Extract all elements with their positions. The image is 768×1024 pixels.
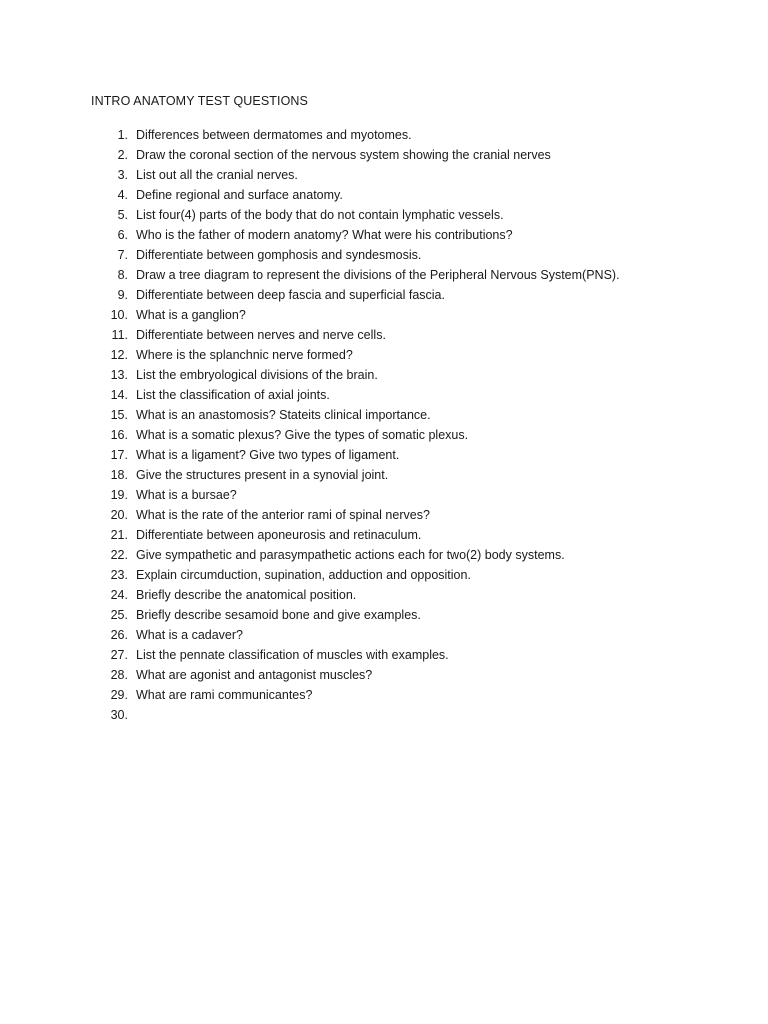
question-text: List the pennate classification of muscles with examples.: [136, 648, 449, 662]
question-number: 4.: [117, 188, 128, 202]
question-text: What is a ganglion?: [136, 308, 246, 322]
question-item-22: [91, 545, 711, 565]
question-item-17: [91, 445, 711, 465]
question-number: 11.: [111, 328, 128, 342]
question-item-28: [91, 665, 711, 685]
question-item-16: [91, 425, 711, 445]
question-item-23: [91, 565, 711, 585]
question-item-24: [91, 585, 711, 605]
question-text: Briefly describe sesamoid bone and give examples.: [136, 608, 421, 622]
question-number: 29.: [110, 688, 128, 702]
question-item-14: [91, 385, 711, 405]
question-text: What are rami communicantes?: [136, 688, 313, 702]
question-item-4: [91, 185, 711, 205]
question-number: 9.: [117, 288, 128, 302]
question-number: 20.: [110, 508, 128, 522]
question-number: 18.: [110, 468, 128, 482]
question-number: 15.: [110, 408, 128, 422]
question-number: 27.: [110, 648, 128, 662]
question-text: Give the structures present in a synovial joint.: [136, 468, 389, 482]
question-text: Differentiate between gomphosis and syndesmosis.: [136, 248, 422, 262]
question-item-30: [91, 705, 711, 725]
question-text: Differentiate between aponeurosis and retinaculum.: [136, 528, 422, 542]
question-number: 22.: [110, 548, 128, 562]
question-number: 5.: [117, 208, 128, 222]
question-text: What are agonist and antagonist muscles?: [136, 668, 373, 682]
question-text: Give sympathetic and parasympathetic actions each for two(2) body systems.: [136, 548, 565, 562]
question-item-13: [91, 365, 711, 385]
question-item-10: [91, 305, 711, 325]
question-list: [91, 125, 711, 725]
question-text: What is a cadaver?: [136, 628, 243, 642]
question-text: What is a ligament? Give two types of ligament.: [136, 448, 400, 462]
question-item-20: [91, 505, 711, 525]
question-text: Define regional and surface anatomy.: [136, 188, 343, 202]
question-number: 2.: [117, 148, 128, 162]
question-item-9: [91, 285, 711, 305]
question-text: Explain circumduction, supination, adduction and opposition.: [136, 568, 471, 582]
question-item-15: [91, 405, 711, 425]
question-text: Who is the father of modern anatomy? What were his contributions?: [136, 228, 513, 242]
question-item-7: [91, 245, 711, 265]
question-text: List the classification of axial joints.: [136, 388, 330, 402]
question-item-11: [91, 325, 711, 345]
document-title: INTRO ANATOMY TEST QUESTIONS: [91, 94, 308, 108]
question-text: Differentiate between deep fascia and superficial fascia.: [136, 288, 445, 302]
question-item-18: [91, 465, 711, 485]
question-number: 28.: [110, 668, 128, 682]
question-item-3: [91, 165, 711, 185]
question-text: What is a somatic plexus? Give the types of somatic plexus.: [136, 428, 469, 442]
question-item-8: [91, 265, 711, 285]
question-item-21: [91, 525, 711, 545]
question-text: Draw the coronal section of the nervous system showing the cranial nerves: [136, 148, 551, 162]
question-number: 3.: [117, 168, 128, 182]
question-number: 10.: [110, 308, 128, 322]
question-text: Where is the splanchnic nerve formed?: [136, 348, 353, 362]
question-text: What is an anastomosis? Stateits clinical importance.: [136, 408, 431, 422]
question-text: List four(4) parts of the body that do not contain lymphatic vessels.: [136, 208, 504, 222]
question-item-6: [91, 225, 711, 245]
question-item-27: [91, 645, 711, 665]
question-text: What is a bursae?: [136, 488, 237, 502]
question-number: 14.: [110, 388, 128, 402]
question-number: 12.: [110, 348, 128, 362]
question-number: 13.: [110, 368, 128, 382]
question-text: Draw a tree diagram to represent the divisions of the Peripheral Nervous System(PNS).: [136, 268, 620, 282]
question-item-25: [91, 605, 711, 625]
question-number: 1.: [117, 128, 128, 142]
question-text: Briefly describe the anatomical position.: [136, 588, 357, 602]
question-item-1: [91, 125, 711, 145]
question-number: 19.: [110, 488, 128, 502]
question-number: 7.: [117, 248, 128, 262]
question-number: 23.: [110, 568, 128, 582]
question-number: 24.: [110, 588, 128, 602]
question-item-12: [91, 345, 711, 365]
question-item-5: [91, 205, 711, 225]
question-text: List the embryological divisions of the brain.: [136, 368, 378, 382]
question-number: 25.: [110, 608, 128, 622]
question-number: 17.: [110, 448, 128, 462]
question-number: 26.: [110, 628, 128, 642]
question-number: 30.: [110, 708, 128, 722]
question-item-2: [91, 145, 711, 165]
question-item-26: [91, 625, 711, 645]
question-number: 6.: [117, 228, 128, 242]
question-text: What is the rate of the anterior rami of spinal nerves?: [136, 508, 430, 522]
question-number: 8.: [117, 268, 128, 282]
question-number: 16.: [110, 428, 128, 442]
question-item-29: [91, 685, 711, 705]
question-item-19: [91, 485, 711, 505]
question-text: Differentiate between nerves and nerve cells.: [136, 328, 386, 342]
question-text: Differences between dermatomes and myotomes.: [136, 128, 412, 142]
question-text: List out all the cranial nerves.: [136, 168, 298, 182]
question-number: 21.: [110, 528, 128, 542]
